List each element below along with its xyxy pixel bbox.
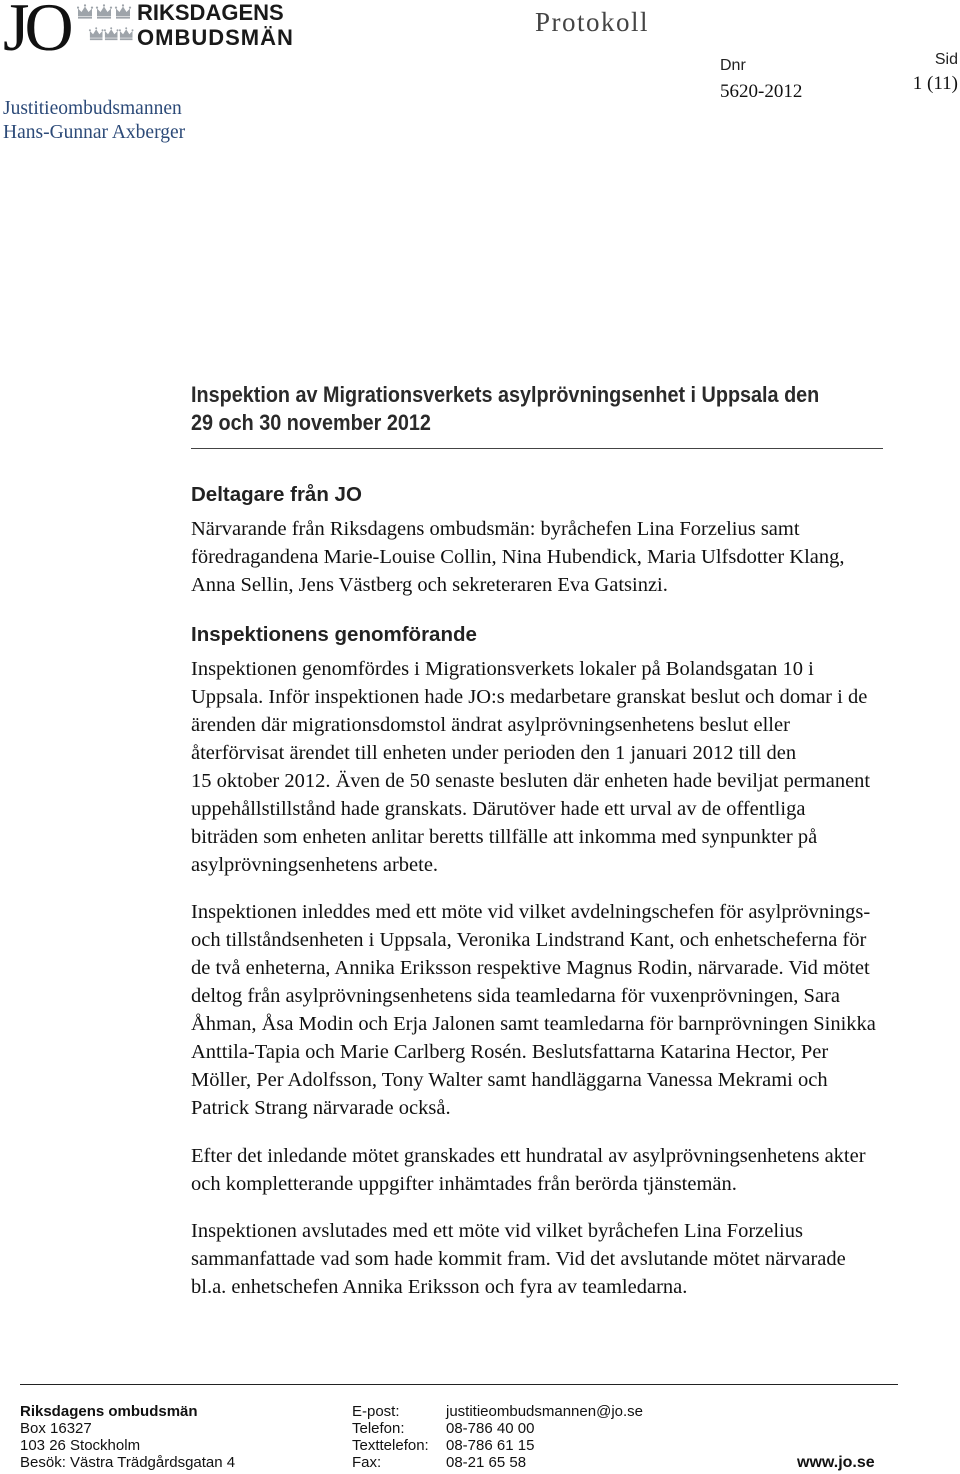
text-line: Anttila-Tapia och Marie Carlberg Rosén. Beslutsfattarna Katarina Hector, Per	[191, 1041, 829, 1063]
contact-value-phone: 08-786 40 00	[446, 1420, 535, 1437]
text-line: Inspektionen genomfördes i Migrationsverkets lokaler på Bolandsgatan 10 i	[191, 658, 814, 680]
text-line: Inspektionen inleddes med ett möte vid vilket avdelningschefen för asylprövnings-	[191, 901, 871, 923]
footer-address-line: Besök: Västra Trädgårdsgatan 4	[20, 1454, 236, 1471]
text-line: Patrick Strang närvarade också.	[191, 1097, 451, 1119]
text-line: de två enheterna, Annika Eriksson respektive Magnus Rodin, närvarade. Vid mötet	[191, 957, 870, 979]
paragraph	[191, 1142, 866, 1198]
contact-label-fax: Fax:	[352, 1454, 382, 1471]
footer-address-line: Box 16327	[20, 1420, 92, 1437]
logo-text-line1: RIKSDAGENS	[137, 0, 284, 25]
crown-icon	[77, 4, 93, 18]
text-line: asylprövningsenhetens arbete.	[191, 854, 439, 876]
text-line: föredragandena Marie-Louise Collin, Nina Hubendick, Maria Ulfsdotter Klang,	[191, 546, 845, 568]
text-line: Åhman, Åsa Modin och Erja Jalonen samt teamledarna för barnprövningen Sinikka	[191, 1013, 876, 1035]
footer-website: www.jo.se	[797, 1454, 875, 1471]
footer-contact-values	[446, 1403, 643, 1471]
footer-address-line: 103 26 Stockholm	[20, 1437, 141, 1454]
title-line: Inspektion av Migrationsverkets asylprövningsenhet i Uppsala den	[191, 382, 820, 407]
crown-icon	[115, 4, 131, 18]
paragraph	[191, 515, 845, 599]
text-line: och kompletterande uppgifter inhämtades från berörda tjänstemän.	[191, 1173, 737, 1195]
three-crowns-emblem	[77, 2, 135, 48]
text-line: Uppsala. Inför inspektionen hade JO:s medarbetare granskat beslut och domar i de	[191, 686, 868, 708]
author-role: Justitieombudsmannen	[3, 98, 182, 119]
text-line: Möller, Per Adolfsson, Tony Walter samt handläggarna Vanessa Mekrami och	[191, 1069, 828, 1091]
section-heading: Inspektionens genomförande	[191, 623, 477, 646]
contact-value-fax: 08-21 65 58	[446, 1454, 527, 1471]
text-line: deltog från asylprövningsenhetens sida teamledarna för vuxenprövningen, Sara	[191, 985, 840, 1007]
page-label: Sid	[934, 51, 958, 68]
paragraph	[191, 1217, 846, 1301]
page-number: 1 (11)	[912, 73, 958, 94]
dnr-label: Dnr	[720, 57, 746, 74]
dnr-value: 5620-2012	[720, 81, 803, 102]
paragraph	[191, 655, 870, 879]
author-name: Hans-Gunnar Axberger	[3, 122, 186, 143]
text-line: bl.a. enhetschefen Annika Eriksson och fyra av teamledarna.	[191, 1276, 688, 1298]
logo-text-line2: OMBUDSMÄN	[137, 25, 294, 50]
logo-letters: JO	[3, 0, 69, 65]
text-line: uppehållstillstånd hade granskats. Därutöver hade ett urval av de offentliga	[191, 798, 806, 820]
footer-divider	[20, 1384, 898, 1385]
crown-icon	[96, 4, 112, 18]
text-line: 15 oktober 2012. Även de 50 senaste besluten där enheten hade beviljat permanent	[191, 770, 871, 792]
crown-icon	[89, 27, 104, 40]
footer-org-name: Riksdagens ombudsmän	[20, 1403, 198, 1420]
paragraph	[191, 898, 876, 1122]
contact-label-email: E-post:	[352, 1403, 400, 1420]
text-line: sammanfattade vad som hade kommit fram. Vid det avslutande mötet närvarade	[191, 1248, 846, 1270]
text-line: ärenden där migrationsdomstol ändrat asylprövningsenhetens beslut eller	[191, 714, 790, 736]
contact-value-email: justitieombudsmannen@jo.se	[446, 1403, 643, 1420]
text-line: och tillståndsenheten i Uppsala, Veronika Lindstrand Kant, och enhetscheferna för	[191, 929, 867, 951]
footer-contact-labels	[352, 1403, 429, 1471]
document-type: Protokoll	[535, 7, 650, 37]
title-line: 29 och 30 november 2012	[191, 410, 431, 435]
text-line: återförvisat ärendet till enheten under perioden den 1 januari 2012 till den	[191, 742, 797, 764]
crown-icon	[104, 27, 119, 40]
contact-label-phone: Telefon:	[352, 1420, 405, 1437]
text-line: Efter det inledande mötet granskades ett hundratal av asylprövningsenhetens akter	[191, 1145, 866, 1167]
title-divider	[191, 448, 883, 449]
text-line: Närvarande från Riksdagens ombudsmän: byråchefen Lina Forzelius samt	[191, 518, 800, 540]
text-line: Anna Sellin, Jens Västberg och sekreteraren Eva Gatsinzi.	[191, 574, 668, 596]
crown-icon	[119, 27, 134, 40]
footer-address	[20, 1403, 235, 1471]
text-line: Inspektionen avslutades med ett möte vid vilket byråchefen Lina Forzelius	[191, 1220, 803, 1242]
section-heading: Deltagare från JO	[191, 483, 362, 506]
text-line: biträden som enheten anlitar beretts tillfälle att inkomma med synpunkter på	[191, 826, 818, 848]
contact-label-textphone: Texttelefon:	[352, 1437, 429, 1454]
contact-value-textphone: 08-786 61 15	[446, 1437, 535, 1454]
document-title	[191, 381, 819, 437]
